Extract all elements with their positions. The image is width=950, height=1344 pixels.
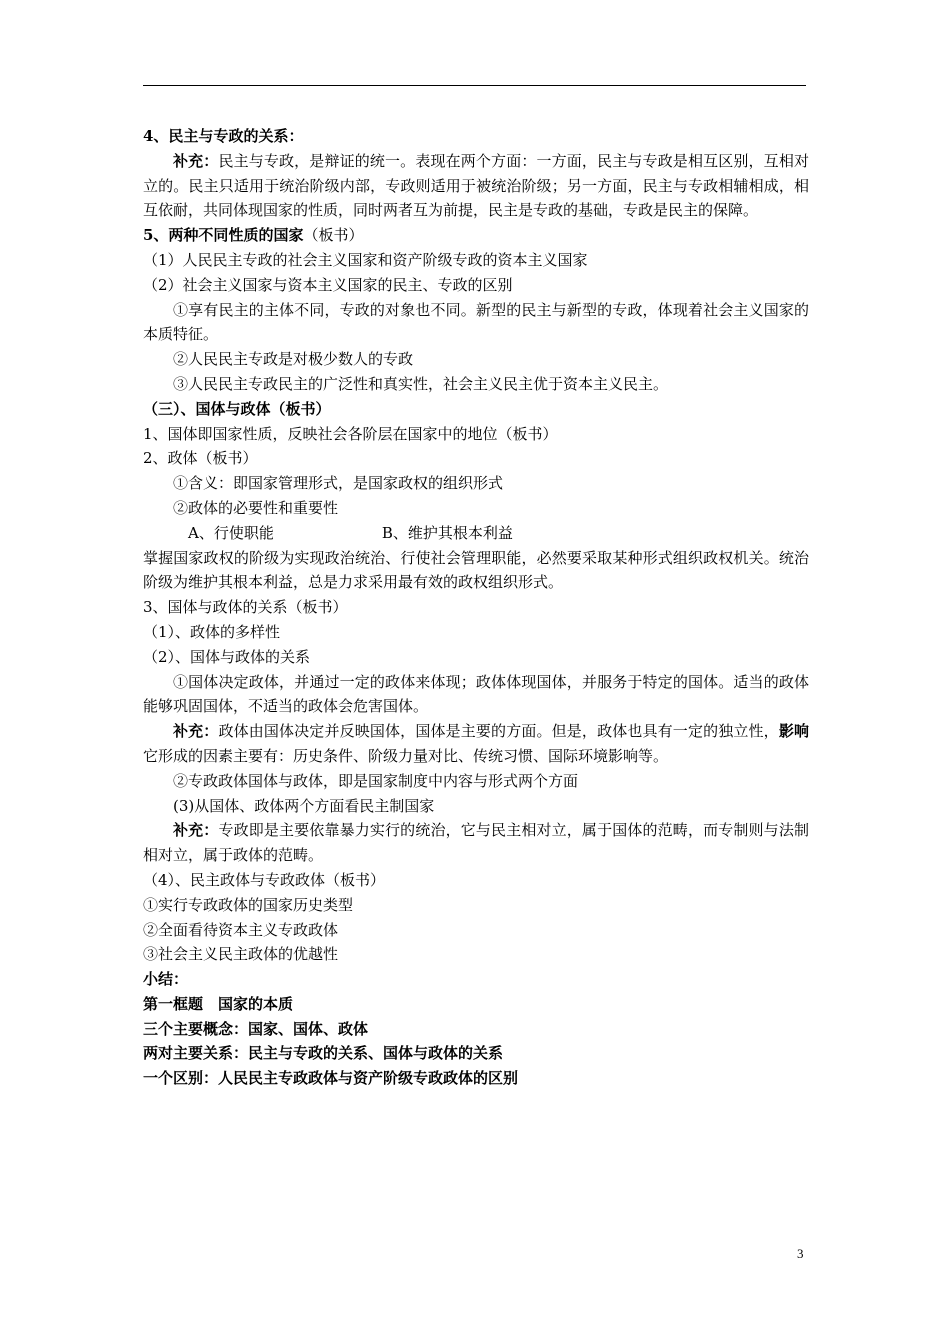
- item-options: [143, 521, 809, 546]
- supplement-paragraph-3: [143, 818, 809, 868]
- item-view-democracy: (3)从国体、政体两个方面看民主制国家: [173, 796, 435, 815]
- circled-item-history: ①实行专政政体的国家历史类型: [143, 895, 354, 914]
- summary-frame-title: 第一框题 国家的本质: [143, 994, 294, 1013]
- supplement-text: 民主与专政，是辩证的统一。表现在两个方面：一方面，民主与专政是相互区别，互相对立的。民主只适用于统治阶级内部，专政则适用于被统治阶级；另一方面，民主与专政相辅相成，相互依耐，共同体现国家的性质，同时两者互为前提，民主是专政的基础，专政是民主的保障。: [143, 151, 809, 220]
- supplement-bold-word: 影响: [778, 722, 809, 741]
- circled-item-1: ①享有民主的主体不同，专政的对象也不同。新型的民主与新型的专政，体现着社会主义国家的本质特征。: [143, 300, 809, 344]
- item-relation: 3、国体与政体的关系（板书）: [143, 598, 348, 617]
- circled-item-content-form: ②专政政体国体与政体，即是国家制度中内容与形式两个方面: [173, 771, 579, 790]
- item-diversity: （1）、政体的多样性: [143, 622, 281, 641]
- circled-item-superiority: ③社会主义民主政体的优越性: [143, 945, 339, 964]
- heading-state-system: （三）、国体与政体（板书）: [143, 399, 331, 418]
- item-meaning: ①含义：即国家管理形式，是国家政权的组织形式: [173, 474, 504, 493]
- heading-two-states: [143, 223, 809, 248]
- list-item-2: （2）社会主义国家与资本主义国家的民主、专政的区别: [143, 275, 513, 294]
- item-government-form: 2、政体（板书）: [143, 449, 258, 468]
- item-necessity: ②政体的必要性和重要性: [173, 498, 339, 517]
- option-a: A、行使职能: [188, 523, 274, 542]
- summary-relations: 两对主要关系：民主与专政的关系、国体与政体的关系: [143, 1044, 504, 1063]
- summary-concepts: 三个主要概念：国家、国体、政体: [143, 1019, 369, 1038]
- supplement-label: 补充：: [173, 722, 219, 741]
- paragraph-ruling-class: 掌握国家政权的阶级为实现政治统治、行使社会管理职能，必然要采取某种形式组织政权机关。统治阶级为维护其根本利益，总是力求采用最有效的政权组织形式。: [143, 548, 809, 592]
- heading-democracy-dictatorship: 4、民主与专政的关系：: [143, 127, 304, 145]
- item-state-nature: 1、国体即国家性质，反映社会各阶层在国家中的地位（板书）: [143, 424, 558, 443]
- document-body: [143, 124, 809, 1091]
- supplement-label: 补充：: [173, 821, 219, 840]
- supplement-label: 补充：: [173, 151, 219, 170]
- circled-item-capitalist: ②全面看待资本主义专政政体: [143, 920, 339, 939]
- summary-difference: 一个区别：人民民主专政政体与资产阶级专政政体的区别: [143, 1069, 519, 1088]
- option-b: B、维护其根本利益: [381, 523, 513, 542]
- supplement-text: 专政即是主要依靠暴力实行的统治，它与民主相对立，属于国体的范畴，而专制则与法制相对立，属于政体的范畴。: [143, 821, 809, 865]
- heading-two-states-note: （板书）: [303, 226, 364, 245]
- heading-two-states-bold: 5、两种不同性质的国家: [143, 226, 304, 245]
- page-number: 3: [797, 1246, 804, 1261]
- supplement-paragraph-2: [143, 719, 809, 769]
- item-democratic-dictatorial: （4）、民主政体与专政政体（板书）: [143, 870, 386, 889]
- supplement-text-rest: 它形成的因素主要有：历史条件、阶级力量对比、传统习惯、国际环境影响等。: [143, 746, 669, 765]
- supplement-text: 政体由国体决定并反映国体，国体是主要的方面。但是，政体也具有一定的独立性，: [218, 722, 779, 741]
- header-rule: [143, 85, 806, 86]
- circled-item-3: ③人民民主专政民主的广泛性和真实性，社会主义民主优于资本主义民主。: [173, 374, 669, 393]
- list-item-1: （1）人民民主专政的社会主义国家和资产阶级专政的资本主义国家: [143, 250, 588, 269]
- circled-item-2: ②人民民主专政是对极少数人的专政: [173, 350, 414, 369]
- summary-heading: 小结：: [143, 970, 189, 989]
- supplement-paragraph-1: [143, 149, 809, 223]
- circled-item-decides: ①国体决定政体，并通过一定的政体来体现；政体体现国体，并服务于特定的国体。适当的政体能够巩固国体，不适当的政体会危害国体。: [143, 672, 809, 716]
- item-relation-detail: （2）、国体与政体的关系: [143, 647, 311, 666]
